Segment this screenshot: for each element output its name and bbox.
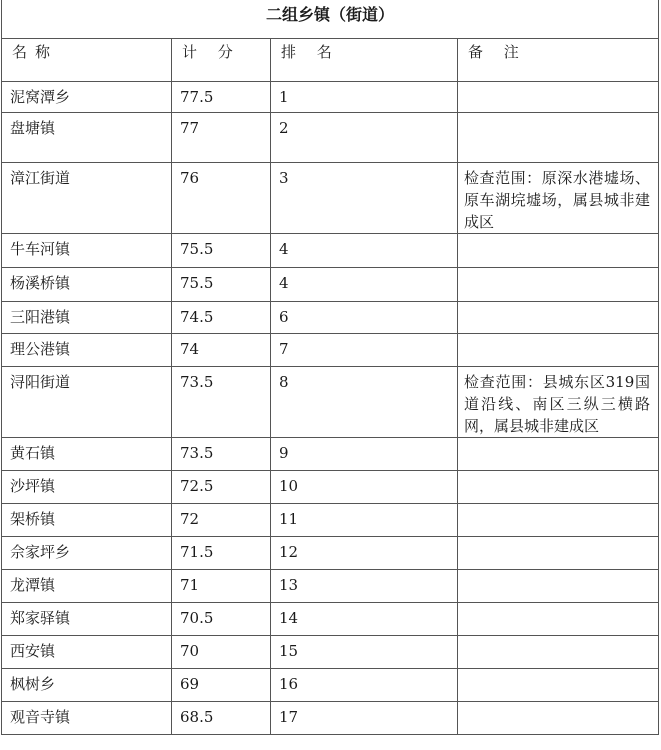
cell-name-text: 架桥镇 [10, 510, 56, 528]
cell-rank-text: 7 [279, 340, 289, 358]
cell-name-text: 观音寺镇 [10, 708, 71, 726]
cell-score-text: 71.5 [180, 543, 214, 561]
cell-remark-text [458, 113, 658, 117]
header-remark-label: 备 注 [468, 43, 527, 61]
cell-name [2, 603, 172, 636]
cell-score-text: 75.5 [180, 240, 214, 258]
table-row [2, 334, 659, 367]
cell-rank-text: 3 [279, 169, 289, 187]
header-rank-label: 排 名 [281, 43, 340, 61]
cell-name [2, 163, 172, 234]
cell-remark-text [458, 570, 658, 574]
cell-score-text: 70.5 [180, 609, 214, 627]
cell-score-text: 75.5 [180, 274, 214, 292]
table-row [2, 669, 659, 702]
cell-remark [458, 471, 659, 504]
table-row [2, 471, 659, 504]
table-row [2, 82, 659, 113]
cell-score-text: 74.5 [180, 308, 214, 326]
cell-name-text: 黄石镇 [10, 444, 56, 462]
cell-name [2, 669, 172, 702]
cell-score [172, 367, 271, 438]
cell-name-text: 郑家驿镇 [10, 609, 71, 627]
cell-score-text: 70 [180, 642, 200, 660]
cell-score-text: 68.5 [180, 708, 214, 726]
table-row [2, 367, 659, 438]
cell-name [2, 334, 172, 367]
cell-rank-text: 8 [279, 373, 289, 391]
cell-remark-text [458, 302, 658, 306]
cell-remark [458, 537, 659, 570]
cell-score [172, 268, 271, 302]
cell-remark [458, 302, 659, 334]
cell-score [172, 669, 271, 702]
cell-rank-text: 14 [279, 609, 299, 627]
cell-name [2, 268, 172, 302]
cell-rank [271, 570, 458, 603]
table-row [2, 603, 659, 636]
cell-name-text: 三阳港镇 [10, 308, 71, 326]
cell-rank-text: 1 [279, 88, 289, 106]
header-score-label: 计 分 [182, 43, 241, 61]
header-score [172, 39, 271, 82]
cell-remark-text [458, 636, 658, 640]
cell-score [172, 163, 271, 234]
ranking-table [1, 0, 659, 735]
cell-name [2, 367, 172, 438]
cell-rank-text: 11 [279, 510, 299, 528]
cell-remark [458, 113, 659, 163]
table-row [2, 302, 659, 334]
table-row [2, 570, 659, 603]
cell-remark [458, 268, 659, 302]
cell-name-text: 理公港镇 [10, 340, 71, 358]
header-rank [271, 39, 458, 82]
cell-rank-text: 15 [279, 642, 299, 660]
table-row [2, 636, 659, 669]
cell-name-text: 枫树乡 [10, 675, 56, 693]
cell-score-text: 73.5 [180, 444, 214, 462]
cell-name [2, 234, 172, 268]
cell-score [172, 504, 271, 537]
cell-remark [458, 163, 659, 234]
cell-name [2, 570, 172, 603]
cell-score [172, 702, 271, 735]
cell-score [172, 302, 271, 334]
cell-score-text: 72 [180, 510, 200, 528]
cell-remark [458, 234, 659, 268]
cell-rank [271, 636, 458, 669]
cell-name-text: 泥窝潭乡 [10, 88, 71, 106]
cell-remark-text: 检查范围：原深水港墟场、原车湖垸墟场，属县城非建成区 [464, 169, 651, 231]
cell-score-text: 77 [180, 119, 200, 137]
cell-remark [458, 82, 659, 113]
table-row [2, 234, 659, 268]
cell-rank [271, 268, 458, 302]
cell-remark-text: 检查范围：县城东区319国道沿线、南区三纵三横路网，属县城非建成区 [464, 373, 651, 435]
header-remark [458, 39, 659, 82]
cell-rank-text: 9 [279, 444, 289, 462]
cell-rank [271, 603, 458, 636]
cell-score [172, 82, 271, 113]
cell-name-text: 西安镇 [10, 642, 56, 660]
cell-name-text: 牛车河镇 [10, 240, 71, 258]
cell-score-text: 74 [180, 340, 200, 358]
cell-remark-text [458, 537, 658, 541]
cell-remark [458, 438, 659, 471]
cell-rank [271, 471, 458, 504]
cell-name-text: 杨溪桥镇 [10, 274, 71, 292]
cell-remark-text [458, 234, 658, 238]
table-title: 二组乡镇（街道） [2, 0, 659, 39]
cell-remark [458, 367, 659, 438]
title-row [2, 0, 659, 39]
table-row [2, 113, 659, 163]
cell-rank-text: 13 [279, 576, 299, 594]
cell-name-text: 沙坪镇 [10, 477, 56, 495]
cell-rank [271, 702, 458, 735]
cell-remark-text [458, 669, 658, 673]
cell-name-text: 龙潭镇 [10, 576, 56, 594]
cell-remark [458, 636, 659, 669]
cell-rank [271, 163, 458, 234]
cell-name-text: 浔阳街道 [10, 373, 71, 391]
cell-name-text: 漳江街道 [10, 169, 71, 187]
cell-score [172, 234, 271, 268]
cell-name-text: 盘塘镇 [10, 119, 56, 137]
cell-score-text: 76 [180, 169, 200, 187]
cell-score [172, 471, 271, 504]
cell-remark-text [458, 603, 658, 607]
cell-name [2, 438, 172, 471]
cell-name [2, 636, 172, 669]
cell-remark [458, 504, 659, 537]
cell-rank-text: 17 [279, 708, 299, 726]
cell-rank-text: 10 [279, 477, 299, 495]
table-row [2, 438, 659, 471]
cell-rank-text: 4 [279, 240, 289, 258]
cell-rank-text: 16 [279, 675, 299, 693]
cell-rank-text: 12 [279, 543, 299, 561]
cell-rank [271, 113, 458, 163]
table-row [2, 537, 659, 570]
cell-remark-text [458, 438, 658, 442]
cell-name [2, 702, 172, 735]
cell-rank-text: 6 [279, 308, 289, 326]
cell-score [172, 113, 271, 163]
cell-remark-text [458, 702, 658, 706]
cell-name [2, 113, 172, 163]
cell-rank [271, 669, 458, 702]
header-row [2, 39, 659, 82]
cell-rank [271, 438, 458, 471]
cell-rank [271, 334, 458, 367]
cell-score [172, 603, 271, 636]
cell-score-text: 72.5 [180, 477, 214, 495]
cell-name [2, 471, 172, 504]
cell-name [2, 302, 172, 334]
header-name [2, 39, 172, 82]
cell-remark [458, 702, 659, 735]
cell-score-text: 77.5 [180, 88, 214, 106]
cell-remark [458, 570, 659, 603]
table-row [2, 702, 659, 735]
cell-rank [271, 504, 458, 537]
cell-name-text: 佘家坪乡 [10, 543, 71, 561]
table-row [2, 163, 659, 234]
cell-remark-text [458, 471, 658, 475]
cell-rank [271, 302, 458, 334]
cell-rank [271, 234, 458, 268]
cell-name [2, 537, 172, 570]
cell-remark [458, 334, 659, 367]
cell-remark [458, 669, 659, 702]
table-row [2, 268, 659, 302]
cell-score [172, 438, 271, 471]
header-name-label: 名称 [12, 43, 59, 61]
cell-score-text: 73.5 [180, 373, 214, 391]
cell-remark [458, 603, 659, 636]
cell-score [172, 537, 271, 570]
cell-name [2, 82, 172, 113]
cell-score [172, 636, 271, 669]
cell-rank [271, 367, 458, 438]
cell-score-text: 71 [180, 576, 200, 594]
cell-rank [271, 537, 458, 570]
cell-name [2, 504, 172, 537]
cell-rank-text: 4 [279, 274, 289, 292]
cell-remark-text [458, 504, 658, 508]
cell-remark-text [458, 82, 658, 86]
cell-score [172, 334, 271, 367]
cell-rank [271, 82, 458, 113]
cell-score-text: 69 [180, 675, 200, 693]
table-row [2, 504, 659, 537]
cell-remark-text [458, 268, 658, 272]
cell-rank-text: 2 [279, 119, 289, 137]
cell-remark-text [458, 334, 658, 338]
cell-score [172, 570, 271, 603]
